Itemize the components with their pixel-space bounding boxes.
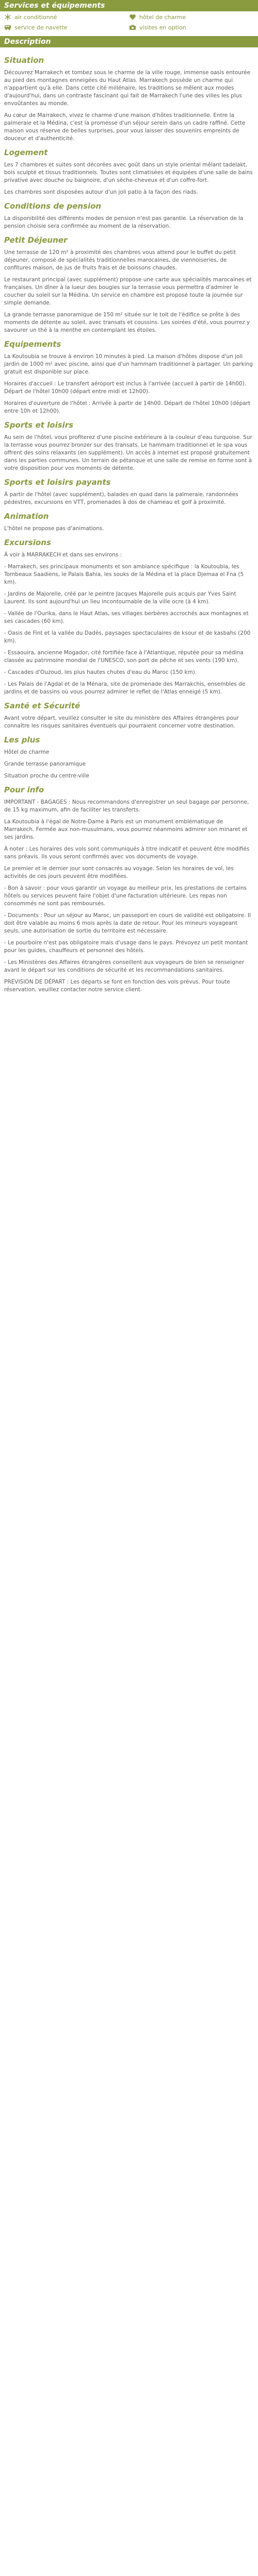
paragraph: À partir de l'hôtel (avec supplément), balades en quad dans la palmeraie, randonnées pédestres, excursions en VTT, promenades à dos de chameau et golf à proximité. (4, 492, 238, 505)
paragraph: - Le pourboire n'est pas obligatoire mais d'usage dans le pays. Prévoyez un petit montant pour les guides, chauffeurs et personnel des hôtels. (4, 940, 248, 954)
paragraph: PRÉVISION DE DÉPART : Les départs se font en fonction des vols prévus. Pour toute réservation, veuillez contacter notre service client. (4, 979, 230, 993)
paragraph: Grande terrasse panoramique (4, 761, 86, 767)
section-heading-conditions-pension: Conditions de pension (4, 201, 102, 211)
paragraph: Horaires d'ouverture de l'hôtel : Arrivée à partir de 14h00. Départ de l'hôtel 10h00 (départ entre 10h et 12h00). (4, 400, 251, 414)
section-heading-sante-securite: Santé et Sécurité (4, 701, 80, 710)
section-heading-equipements: Equipements (4, 340, 61, 349)
paragraph: - Vallée de l'Ourika, dans le Haut Atlas, ses villages berbères accrochés aux montagnes et ses cascades (60 km). (4, 611, 249, 624)
paragraph: Au cœur de Marrakech, vivez le charme d'une maison d'hôtes traditionnelle. Entre la palmeraie et la Médina, c'est la promesse d'un séjour serein dans un cadre raffiné. Cette maison vous réserve de belles surprises, pour vous laisser des souvenirs empreints de douceur et d'authenticité. (4, 112, 246, 142)
paragraph: La disponibilité des différents modes de pension n'est pas garantie. La réservation de la pension choisie sera confirmée au moment de la réservation. (4, 215, 244, 229)
paragraph: - Marrakech, ses principaux monuments et son ambiance spécifique : la Koutoubia, les Tombeaux Saadiens, le Palais Bahia, les souks de la Médina et la place Djemaa el Fna (5 km). (4, 564, 244, 585)
description-title: Description (4, 38, 51, 46)
section-heading-logement: Logement (4, 148, 48, 157)
section-heading-petit-dejeuner: Petit Déjeuner (4, 235, 68, 245)
paragraph: Horaires d'accueil : Le transfert aéroport est inclus à l'arrivée (accueil à partir de 14h00). Départ de l'hôtel 10h00 (départ entre midi et 12h00). (4, 381, 247, 395)
section-heading-les-plus: Les plus (4, 735, 40, 744)
service-label: hôtel de charme (139, 13, 186, 21)
paragraph: IMPORTANT - BAGAGES : Nous recommandons d'enregistrer un seul bagage par personne, de 15 kg maximum, afin de faciliter les transferts. (4, 799, 249, 813)
service-item-charm-hotel (129, 13, 254, 21)
services-header (0, 0, 258, 11)
paragraph: Hôtel de charme (4, 749, 50, 755)
service-label: service de navette (14, 24, 68, 31)
paragraph: Situation proche du centre-ville (4, 773, 89, 779)
section-heading-pour-info: Pour info (4, 785, 44, 794)
paragraph: - Documents : Pour un séjour au Maroc, un passeport en cours de validité est obligatoire. Il doit être valable au moins 6 mois après la date de retour. Pour les mineurs voyageant seuls, une autorisation de sortie du territoire est nécessaire. (4, 912, 251, 934)
description-content (0, 47, 258, 994)
paragraph: L'hôtel ne propose pas d'animations. (4, 526, 104, 532)
section-heading-excursions: Excursions (4, 538, 51, 547)
paragraph: - Essaouira, ancienne Mogador, cité fortifiée face à l'Atlantique, réputée pour sa médina classée au patrimoine mondial de l'UNESCO, son port de pêche et ses vents (190 km). (4, 650, 244, 664)
paragraph: Une terrasse de 120 m² à proximité des chambres vous attend pour le buffet du petit déjeuner, composé de spécialités traditionnelles marocaines, de viennoiseries, de confitures maison, de jus de fruits frais et de boissons chaudes. (4, 249, 236, 271)
paragraph: - Jardins de Majorelle, créé par le peintre Jacques Majorelle puis acquis par Yves Saint Laurent. Ils sont aujourd'hui un lieu incontournable de la ville ocre (à 4 km). (4, 591, 236, 605)
paragraph: Découvrez Marrakech et tombez sous le charme de la ville rouge, immense oasis entourée au pied des montagnes enneigées du Haut Atlas. Marrakech possède un charme qui n'appartient qu'à elle. Dans cette cité millénaire, les traditions se mêlent aux modes d'aujourd'hui, dans un contraste fascinant qui fait de Marrakech l'une des villes les plus envoûtantes au monde. (4, 70, 251, 107)
service-item-optional-tours (129, 24, 254, 31)
paragraph: Au sein de l'hôtel, vous profiterez d'une piscine extérieure à la couleur d'eau turquoise. Sur la terrasse vous pourrez bronzer sur des transats. Le hammam traditionnel et le spa vous offrent des soins relaxants (en supplément). Un accès à internet est proposé gratuitement dans les parties communes. Un terrain de pétanque et une salle de remise en forme sont à votre disposition pour vos moments de détente. (4, 434, 252, 471)
service-item-air-conditioning (4, 13, 129, 21)
camera-icon (129, 24, 136, 31)
paragraph: Le restaurant principal (avec supplément) propose une carte aux spécialités marocaines et françaises. Un dîner à la lueur des bougies sur la terrasse vous permettra d'admirer le coucher du soleil sur la Médina. Un service en chambre est proposé toute la journée sur simple demande. (4, 277, 252, 306)
services-grid (0, 11, 258, 34)
paragraph: - Oasis de Fint et la vallée du Dadès, paysages spectaculaires de ksour et de kasbahs (200 km). (4, 630, 251, 644)
section-heading-animation: Animation (4, 512, 49, 521)
service-item-shuttle (4, 24, 129, 31)
description-header (0, 36, 258, 47)
paragraph: La grande terrasse panoramique de 150 m² située sur le toit de l'édifice se prête à des moments de détente au soleil, avec transats et coussins. Les soirées d'été, vous pourrez y savourer un thé à la menthe en contemplant les étoiles. (4, 312, 250, 333)
paragraph: - Les Ministères des Affaires étrangères conseillent aux voyageurs de bien se renseigner avant le départ sur les conditions de sécurité et les recommandations sanitaires. (4, 959, 245, 973)
services-title: Services et équipements (4, 2, 105, 10)
heart-icon (129, 13, 136, 21)
paragraph: Le premier et le dernier jour sont consacrés au voyage. Selon les horaires de vol, les activités de ces jours peuvent être modifiées. (4, 866, 234, 879)
paragraph: - Les Palais de l'Agdal et de la Ménara, site de promenade des Marrakchis, ensembles de jardins et de bassins où vous pourrez admirer le reflet de l'Atlas enneigé (5 km). (4, 681, 246, 695)
paragraph: La Koutoubia à l'égal de Notre-Dame à Paris est un monument emblématique de Marrakech. Fermée aux non-musulmans, vous pourrez néanmoins admirer son minaret et ses jardins. (4, 819, 248, 840)
paragraph: Avant votre départ, veuillez consulter le site du ministère des Affaires étrangères pour connaître les risques sanitaires éventuels qui pourraient concerner votre destination. (4, 715, 239, 729)
paragraph: La Koutoubia se trouve à environ 10 minutes à pied. La maison d'hôtes dispose d'un joli jardin de 1000 m² avec piscine, ainsi que d'un hammam traditionnel à partager. Un parking gratuit est disponible sur place. (4, 353, 253, 375)
snowflake-icon (4, 13, 11, 21)
section-heading-sports-loisirs: Sports et loisirs (4, 420, 74, 430)
service-label: visites en option (139, 24, 186, 31)
paragraph: - Bon à savoir : pour vous garantir un voyage au meilleur prix, les prestations de certains hôtels ou services peuvent faire l'objet d'une facturation ultérieure. Les repas non consommés ne sont pas remboursés. (4, 885, 247, 907)
service-label: air conditionné (14, 13, 57, 21)
paragraph: - Cascades d'Ouzoud, les plus hautes chutes d'eau du Maroc (150 km). (4, 669, 197, 675)
paragraph: À voir à MARRAKECH et dans ses environs : (4, 552, 122, 558)
paragraph: Les chambres sont disposées autour d'un joli patio à la façon des riads. (4, 189, 198, 195)
section-heading-sports-loisirs-payants: Sports et loisirs payants (4, 478, 111, 487)
paragraph: À noter : Les horaires des vols sont communiqués à titre indicatif et peuvent être modifiés sans préavis. Ils vous seront confirmés avec vos documents de voyage. (4, 846, 250, 860)
section-heading-situation: Situation (4, 56, 44, 65)
shuttle-icon (4, 24, 11, 31)
paragraph: Les 7 chambres et suites sont décorées avec goût dans un style oriental mêlant tadelakt, bois sculpté et tissus traditionnels. Toutes sont climatisées et équipées d'une salle de bains privative avec douche ou baignoire, d'un sèche-cheveux et d'un coffre-fort. (4, 162, 253, 183)
